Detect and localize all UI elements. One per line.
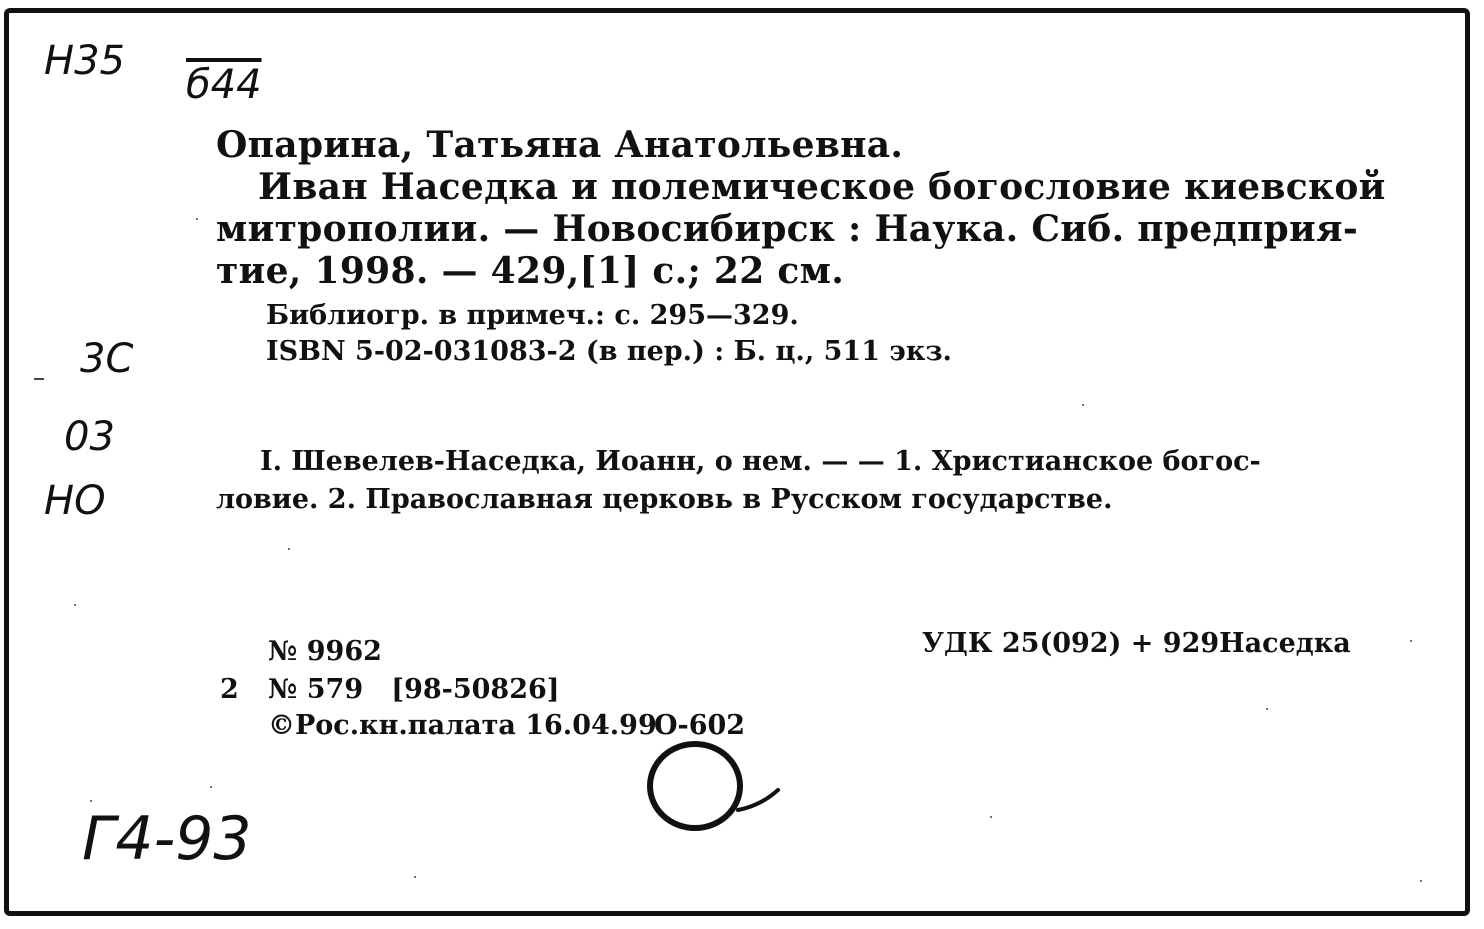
scan-speck (1266, 708, 1268, 710)
scan-speck (90, 800, 92, 802)
handwritten-code-left-3: НО (44, 478, 106, 524)
handwritten-code-top: Н35 (44, 38, 125, 84)
book-chamber-line: ©Рос.кн.палата 16.04.99 (268, 710, 657, 741)
scan-speck (1082, 404, 1084, 406)
author-heading: Опарина, Татьяна Анатольевна. (216, 124, 904, 166)
handwritten-circle-mark (640, 728, 800, 848)
handwritten-code-bottom: Г4-93 (82, 804, 252, 874)
scan-speck (1420, 880, 1422, 882)
title-line-2: митрополии. — Новосибирск : Наука. Сиб. предприя- (216, 208, 1359, 250)
copies-count: 2 (220, 674, 239, 705)
scan-speck (210, 786, 212, 788)
scan-speck (990, 816, 992, 818)
chamber-code: О-602 (654, 710, 746, 741)
isbn-line: ISBN 5-02-031083-2 (в пер.) : Б. ц., 511 экз. (266, 336, 952, 367)
record-number: № 9962 (268, 636, 382, 667)
scan-speck (288, 548, 290, 550)
subjects-line-2: ловие. 2. Православная церковь в Русском государстве. (216, 484, 1113, 515)
scan-speck (1410, 640, 1412, 642)
title-line-1: Иван Наседка и полемическое богословие киевской (258, 166, 1386, 208)
handwritten-code-left-2: 03 (64, 414, 115, 460)
scan-speck (34, 378, 44, 380)
title-line-3: тие, 1998. — 429,[1] с.; 22 см. (216, 250, 845, 292)
udc-classification: УДК 25(092) + 929Наседка (922, 628, 1351, 659)
record-number-2: № 579 [98-50826] (268, 674, 560, 705)
bibliography-note: Библиогр. в примеч.: с. 295—329. (266, 300, 799, 331)
subjects-line-1: I. Шевелев-Наседка, Иоанн, о нем. — — 1. Христианское богос- (260, 446, 1261, 477)
scan-speck (74, 604, 76, 606)
handwritten-code-top-suffix: б44 (186, 62, 262, 108)
scan-speck (196, 218, 198, 220)
scan-speck (414, 876, 416, 878)
handwritten-code-left-1: 3С (80, 336, 134, 382)
